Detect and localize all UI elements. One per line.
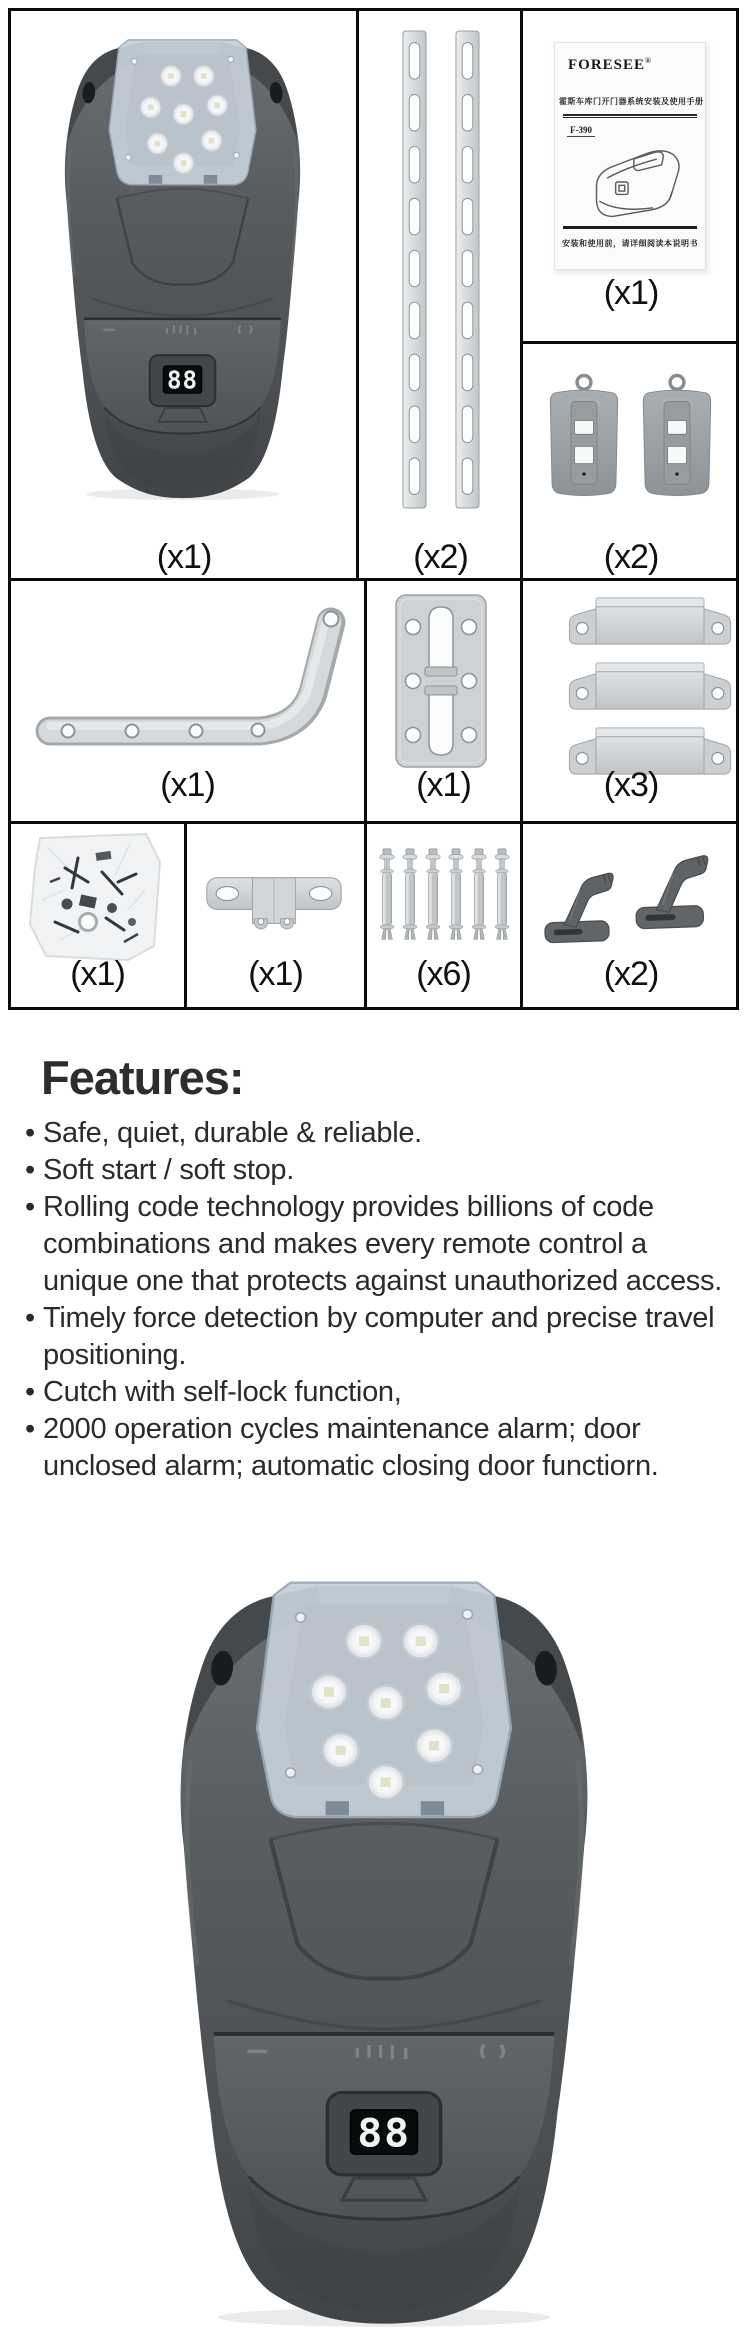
hook-photo bbox=[541, 864, 621, 944]
rail-clamp-photo bbox=[566, 658, 734, 715]
opener-photo bbox=[57, 32, 308, 502]
mounting-plate-photo bbox=[391, 591, 491, 771]
cell-curved-door-arm bbox=[11, 581, 364, 821]
manual-rule bbox=[563, 114, 697, 118]
qty-label: (x2) bbox=[603, 955, 659, 993]
qty-label: (x1) bbox=[70, 955, 125, 993]
feature-item: • Safe, quiet, durable & reliable. bbox=[25, 1115, 722, 1152]
feature-item: • Soft start / soft stop. bbox=[25, 1152, 722, 1189]
hardware-bag-photo bbox=[20, 830, 170, 968]
manual-note: 安装和使用前，请详细阅读本说明书 bbox=[562, 239, 698, 248]
cell-plastic-hooks bbox=[523, 824, 739, 1007]
manual-brand: FORESEE® bbox=[568, 56, 653, 73]
remote-photo bbox=[638, 372, 716, 500]
cell-user-manual bbox=[523, 11, 739, 341]
cell-rail-clamps bbox=[523, 581, 739, 821]
cell-mounting-plate bbox=[367, 581, 520, 821]
qty-label: (x1) bbox=[603, 274, 659, 312]
cell-anchor-bolts bbox=[367, 824, 520, 1007]
cell-remote-controls bbox=[523, 344, 739, 578]
features-section bbox=[0, 1050, 750, 1485]
features-list bbox=[25, 1115, 722, 1485]
manual-model: F-390 bbox=[567, 125, 595, 137]
rail-clamp-photo bbox=[566, 593, 734, 650]
qty-label: (x1) bbox=[416, 766, 471, 804]
qty-label: (x2) bbox=[603, 538, 659, 576]
feature-item: • 2000 operation cycles maintenance alarm; door unclosed alarm; automatic closing door functiorn. bbox=[25, 1411, 722, 1485]
door-arm-photo bbox=[20, 592, 354, 772]
cell-opener-unit bbox=[11, 11, 357, 578]
feature-item: • Rolling code technology provides billions of code combinations and makes every remote control a unique one that protects against unauthorized access. bbox=[25, 1189, 722, 1300]
remote-photo bbox=[545, 372, 623, 500]
qty-label: (x3) bbox=[603, 766, 659, 804]
qty-label: (x1) bbox=[248, 955, 303, 993]
qty-label: (x1) bbox=[160, 766, 215, 804]
rail-photo bbox=[402, 22, 427, 517]
anchor-bolt-photo bbox=[447, 848, 465, 943]
feature-item: • Timely force detection by computer and precise travel positioning. bbox=[25, 1300, 722, 1374]
cell-door-bracket bbox=[187, 824, 364, 1007]
manual-rule bbox=[563, 226, 697, 229]
anchor-bolt-photo bbox=[470, 848, 488, 943]
cell-hanging-rails bbox=[361, 11, 520, 578]
manual-line-drawing bbox=[570, 138, 690, 226]
anchor-bolt-photo bbox=[424, 848, 442, 943]
anchor-bolt-photo bbox=[401, 848, 419, 943]
rail-photo bbox=[455, 22, 480, 517]
qty-label: (x2) bbox=[413, 538, 468, 576]
anchor-bolt-photo bbox=[493, 848, 511, 943]
anchor-bolt-photo bbox=[378, 848, 396, 943]
qty-label: (x1) bbox=[156, 538, 212, 576]
opener-hero-photo bbox=[167, 1570, 601, 2330]
features-title: Features: bbox=[41, 1051, 244, 1104]
feature-item: • Cutch with self-lock function, bbox=[25, 1374, 722, 1411]
cell-hardware-bag bbox=[11, 824, 184, 1007]
manual-cover bbox=[554, 42, 706, 270]
hook-photo bbox=[632, 846, 716, 930]
qty-label: (x6) bbox=[416, 955, 471, 993]
manual-title: 霍斯车库门开门器系统安装及使用手册 bbox=[559, 97, 704, 106]
door-bracket-photo bbox=[204, 870, 344, 932]
